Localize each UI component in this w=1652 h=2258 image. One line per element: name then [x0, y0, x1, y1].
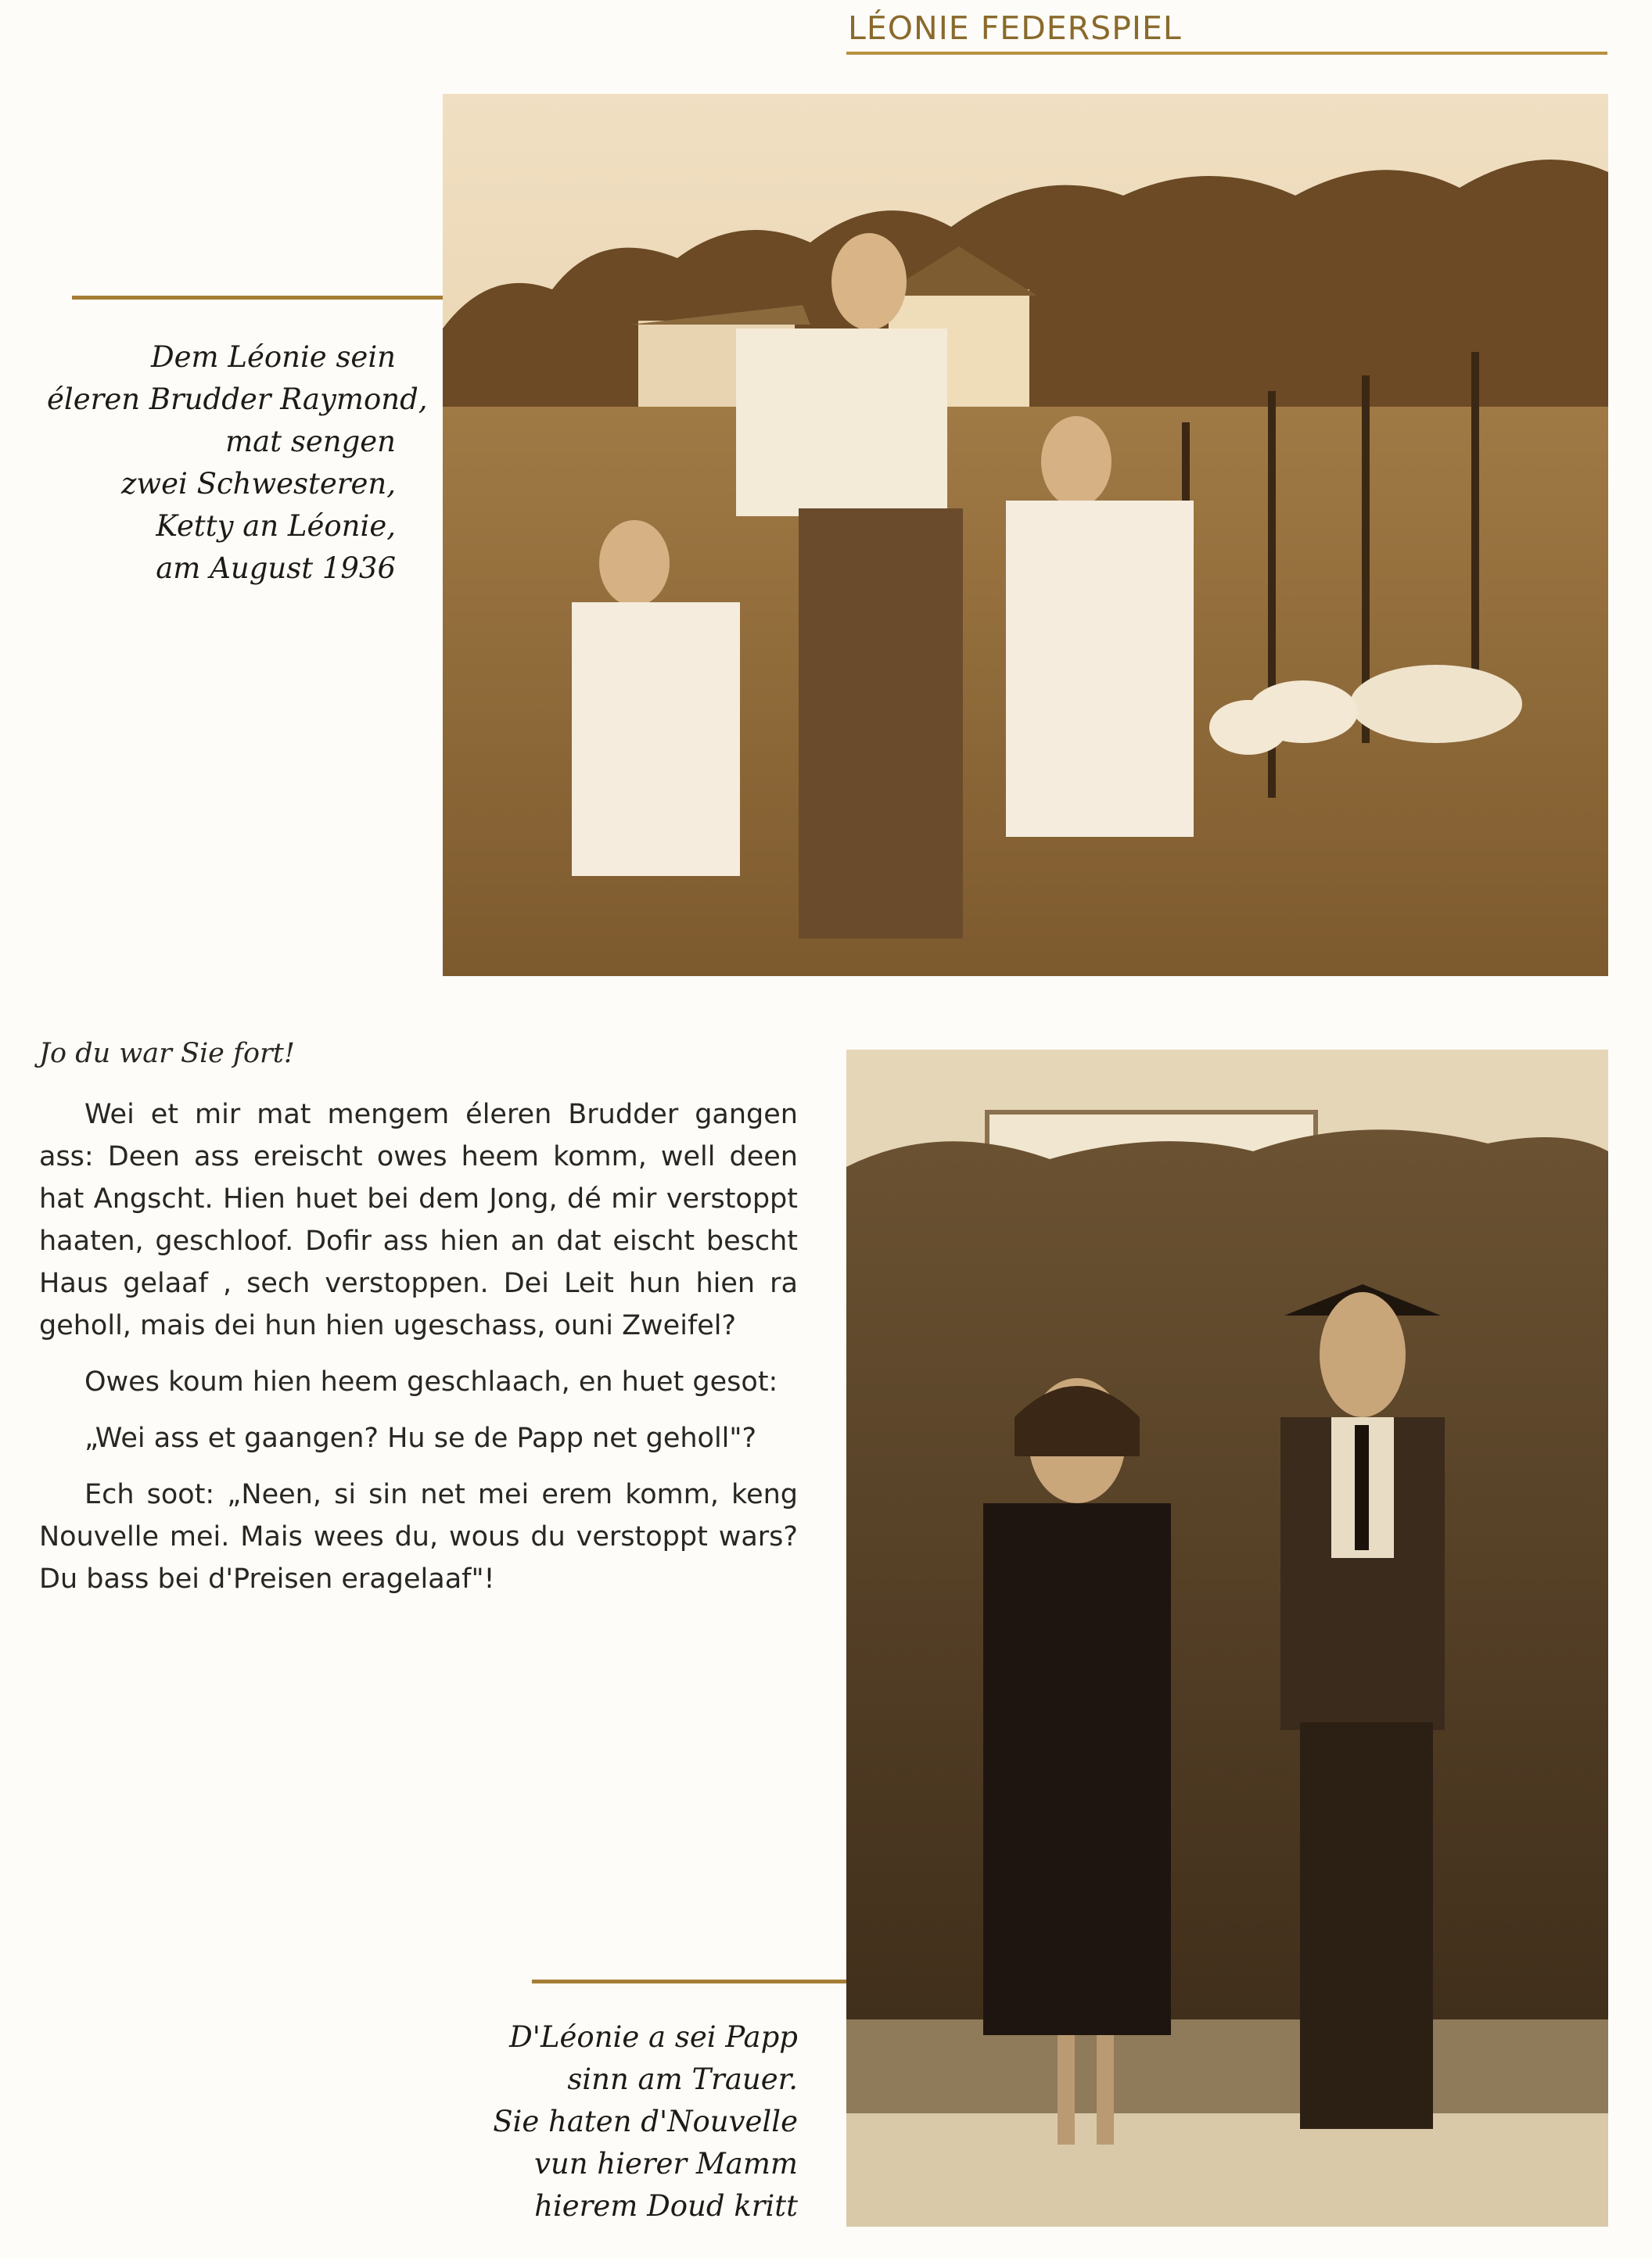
story-paragraph: „Wei ass et gaangen? Hu se de Papp net geholl"?: [84, 1423, 757, 1454]
caption-line: mat sengen: [225, 425, 396, 458]
caption-line: D'Léonie a sei Papp: [509, 2020, 798, 2054]
photo-mourning-caption: [438, 2016, 798, 2227]
caption-line: Ketty an Léonie,: [156, 509, 396, 543]
story-paragraph: Owes koum hien heem geschlaach, en huet gesot:: [84, 1366, 778, 1398]
caption-line: Dem Léonie sein: [150, 340, 396, 374]
story-paragraph: Wei et mir mat mengem éleren Brudder gangen ass: Deen ass ereischt owes heem komm, well deen hat Angscht. Hien huet bei dem Jong, dé mir verstoppt haaten, geschloof. Dofir ass hien an dat eischt bescht Haus gelaaf , sech verstoppen. Dei Leit hun hien ra geholl, mais dei hun hien ugeschass, ouni Zweifel?: [39, 1099, 798, 1341]
caption-line: Sie haten d'Nouvelle: [493, 2105, 798, 2138]
caption-line: hierem Doud kritt: [534, 2189, 798, 2223]
caption-line: am August 1936: [156, 551, 396, 585]
story-paragraph: Ech soot: „Neen, si sin net mei erem komm, keng Nouvelle mei. Mais wees du, wous du verstoppt wars? Du bass bei d'Preisen eragelaaf"!: [39, 1479, 798, 1595]
photo-siblings: [443, 94, 1608, 976]
caption-line: sinn am Trauer.: [567, 2062, 798, 2096]
photo-mourning: [846, 1050, 1608, 2227]
caption-line: éleren Brudder Raymond,: [47, 382, 428, 416]
story-text: [39, 1032, 798, 1614]
caption-line: vun hierer Mamm: [533, 2147, 798, 2181]
page-header: [846, 6, 1607, 55]
page-title: LÉONIE FEDERSPIEL: [848, 9, 1182, 47]
story-intro: Jo du war Sie fort!: [39, 1038, 295, 1069]
caption-line: zwei Schwesteren,: [120, 467, 396, 501]
caption-rule-2: [532, 1980, 846, 1983]
caption-rule-1: [72, 296, 443, 300]
photo-siblings-caption: [47, 336, 428, 590]
